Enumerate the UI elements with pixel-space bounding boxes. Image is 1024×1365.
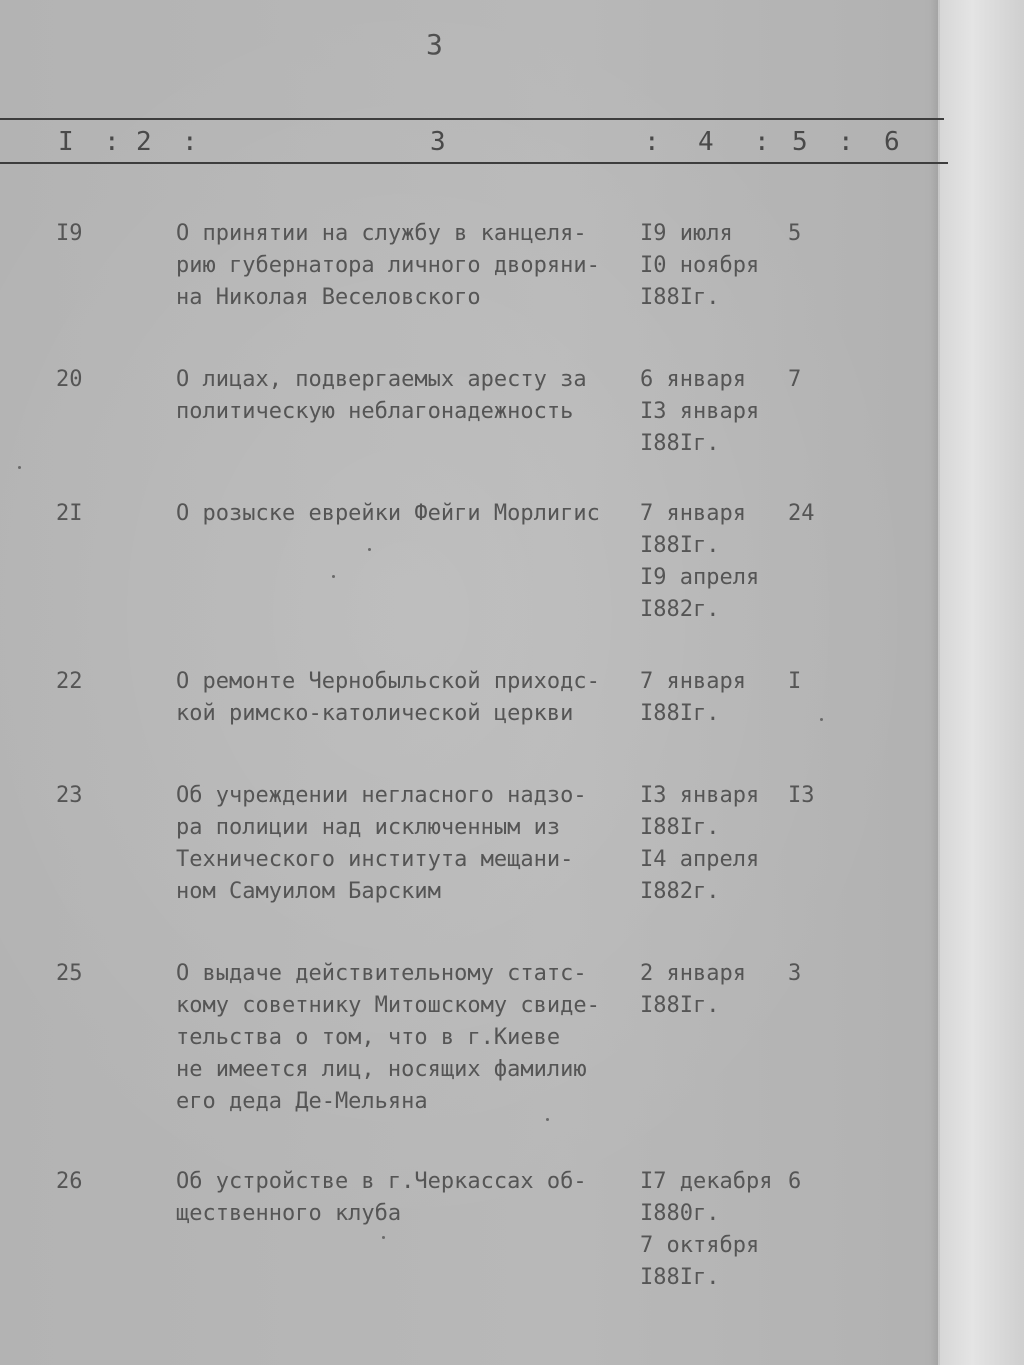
entry-title-line: О выдаче действительному статс- <box>176 961 587 986</box>
entry-date-line: I3 января <box>640 399 760 424</box>
entry-date-line: I4 апреля <box>640 847 760 872</box>
entry-date-line: I88Iг. <box>640 431 720 456</box>
entry-date-line: 7 октября <box>640 1233 760 1258</box>
header-separator: : <box>104 127 120 157</box>
entry-title-line: кому советнику Митошскому свиде- <box>176 993 600 1018</box>
paper-speck <box>546 1118 549 1121</box>
entry-title <box>176 666 634 730</box>
entry-title-line: кой римско-католической церкви <box>176 701 574 726</box>
entry-date-line: I882г. <box>640 879 720 904</box>
header-column-5: 5 <box>792 127 808 157</box>
entry-dates <box>640 780 790 908</box>
entry-sheet-count: I3 <box>788 783 815 808</box>
entry-sheet-count: I <box>788 669 802 694</box>
entry-title-line: Об устройстве в г.Черкассах об- <box>176 1169 587 1194</box>
entry-title <box>176 218 634 314</box>
entry-dates <box>640 218 790 314</box>
header-separator: : <box>838 127 854 157</box>
header-separator: : <box>182 127 198 157</box>
paper-speck <box>332 575 335 578</box>
entry-title-line: не имеется лиц, носящих фамилию <box>176 1057 587 1082</box>
entry-date-line: I7 декабря <box>640 1169 773 1194</box>
entry-number: I9 <box>56 221 83 246</box>
entry-title-line: на Николая Веселовского <box>176 285 481 310</box>
table-header <box>0 124 948 160</box>
page-number: 3 <box>426 28 443 61</box>
entry-title-line: О принятии на службу в канцеля- <box>176 221 587 246</box>
header-separator: : <box>754 127 770 157</box>
entry-dates <box>640 1166 790 1294</box>
header-column-3: 3 <box>430 127 446 157</box>
entry-date-line: 7 января <box>640 501 746 526</box>
entry-date-line: I88Iг. <box>640 285 720 310</box>
entry-date-line: 2 января <box>640 961 746 986</box>
entry-sheet-count: 3 <box>788 961 802 986</box>
entry-number: 22 <box>56 669 83 694</box>
header-column-2: 2 <box>136 127 152 157</box>
entry-title-line: О лицах, подвергаемых аресту за <box>176 367 587 392</box>
entry-date-line: I9 апреля <box>640 565 760 590</box>
entry-title <box>176 780 634 908</box>
entry-title-line: рию губернатора личного дворяни- <box>176 253 600 278</box>
entry-title-line: ра полиции над исключенным из <box>176 815 561 840</box>
entry-title-line: Об учреждении негласного надзо- <box>176 783 587 808</box>
entry-title-line: его деда Де-Мельяна <box>176 1089 428 1114</box>
paper-speck <box>18 466 21 469</box>
entry-date-line: I88Iг. <box>640 815 720 840</box>
entry-sheet-count: 6 <box>788 1169 802 1194</box>
paper-speck <box>382 1236 385 1239</box>
entry-number: 23 <box>56 783 83 808</box>
paper-speck <box>368 548 371 551</box>
entry-date-line: I3 января <box>640 783 760 808</box>
entry-dates <box>640 364 790 460</box>
entry-title <box>176 498 634 530</box>
entry-sheet-count: 7 <box>788 367 802 392</box>
page-edge-strip <box>938 0 1024 1365</box>
page-edge-shadow <box>930 0 940 1365</box>
header-bottom-rule <box>0 162 948 164</box>
entry-title-line: ном Самуилом Барским <box>176 879 441 904</box>
entry-number: 25 <box>56 961 83 986</box>
entry-sheet-count: 5 <box>788 221 802 246</box>
header-column-4: 4 <box>698 127 714 157</box>
entry-date-line: I88Iг. <box>640 701 720 726</box>
entry-title <box>176 1166 634 1230</box>
entry-number: 26 <box>56 1169 83 1194</box>
entry-date-line: I88Iг. <box>640 993 720 1018</box>
entry-dates <box>640 498 790 626</box>
entry-date-line: I882г. <box>640 597 720 622</box>
entry-title-line: политическую неблагонадежность <box>176 399 574 424</box>
entry-number: 2I <box>56 501 83 526</box>
entry-title-line: тельства о том, что в г.Киеве <box>176 1025 561 1050</box>
header-separator: : <box>644 127 660 157</box>
entry-title-line: щественного клуба <box>176 1201 402 1226</box>
entry-date-line: I88Iг. <box>640 533 720 558</box>
entry-title-line: О розыске еврейки Фейги Морлигис <box>176 501 600 526</box>
entry-title <box>176 364 634 428</box>
entry-title <box>176 958 634 1118</box>
entry-dates <box>640 958 790 1022</box>
entry-date-line: I0 ноября <box>640 253 760 278</box>
paper-speck <box>820 718 823 721</box>
entry-sheet-count: 24 <box>788 501 815 526</box>
entry-title-line: О ремонте Чернобыльской приходс- <box>176 669 600 694</box>
header-top-rule <box>0 118 944 120</box>
entry-number: 20 <box>56 367 83 392</box>
entry-date-line: I9 июля <box>640 221 733 246</box>
entry-date-line: I880г. <box>640 1201 720 1226</box>
header-column-1: I <box>58 127 74 157</box>
entry-dates <box>640 666 790 730</box>
header-column-6: 6 <box>884 127 900 157</box>
entry-date-line: 6 января <box>640 367 746 392</box>
entry-date-line: I88Iг. <box>640 1265 720 1290</box>
entry-title-line: Технического института мещани- <box>176 847 574 872</box>
entry-date-line: 7 января <box>640 669 746 694</box>
